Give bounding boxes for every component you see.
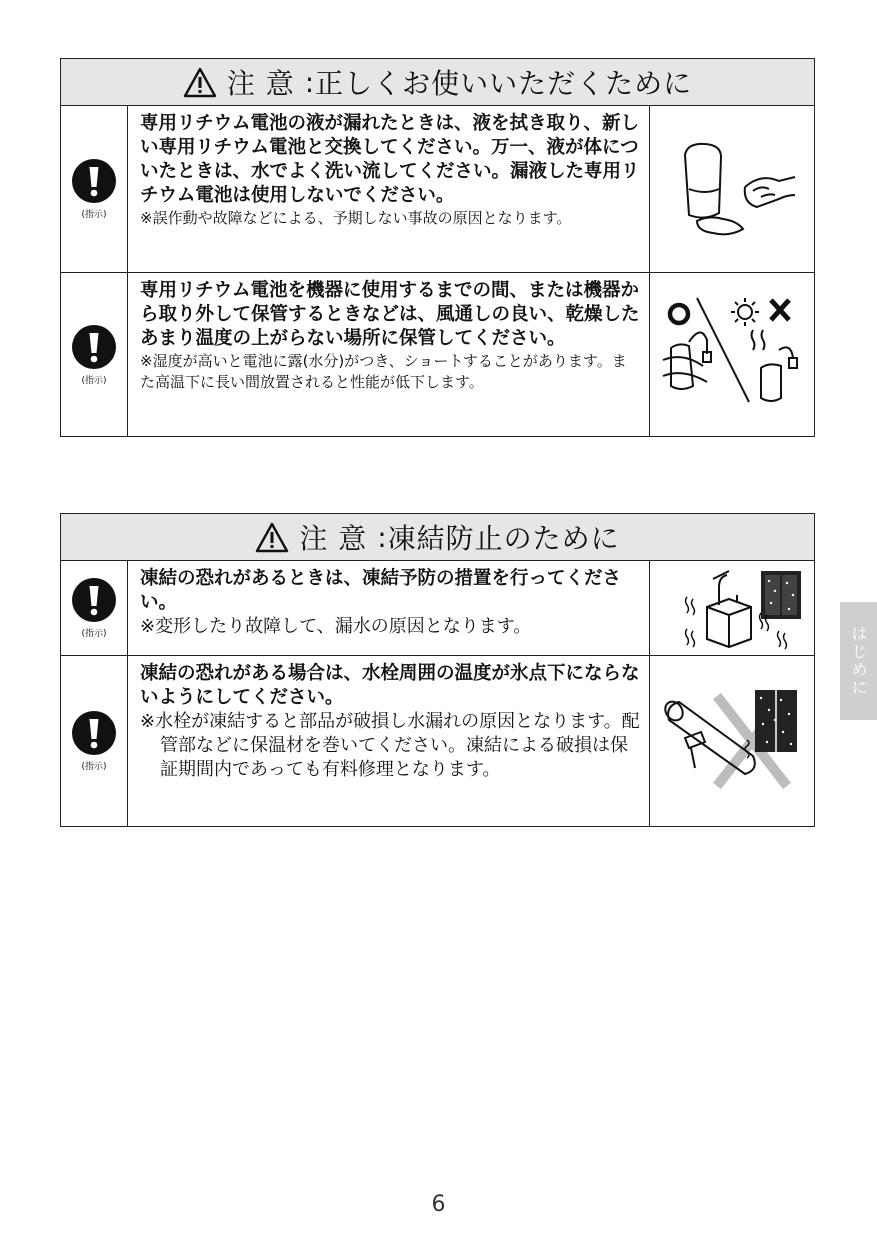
illustration-cell [650, 273, 814, 436]
instruction-cell [61, 561, 128, 655]
header-colon: : [304, 65, 316, 99]
illustration-cell [650, 561, 814, 655]
instruction-caption: (指示) [81, 629, 107, 639]
note-text: ※水栓が凍結すると部品が破損し水漏れの原因となります。配管部などに保温材を巻いてください。凍結による破損は保証期間内であっても有料修理となります。 [140, 711, 640, 780]
mandatory-instruction-icon [71, 324, 117, 370]
caution-label: 注 意 [299, 522, 368, 555]
row-text [128, 561, 650, 655]
instruction-caption: (指示) [81, 210, 107, 220]
instruction-cell [61, 106, 128, 272]
row-text [128, 656, 650, 826]
caution-row [61, 561, 814, 656]
side-tab-label: はじめに [849, 625, 868, 697]
row-text [128, 273, 650, 436]
battery-wipe-illustration [657, 129, 807, 249]
mandatory-instruction-icon [71, 710, 117, 756]
instruction-text: 凍結の恐れがある場合は、水栓周囲の温度が氷点下にならないようにしてください。 [140, 663, 640, 708]
caution-label: 注 意 [226, 67, 295, 100]
instruction-text: 専用リチウム電池を機器に使用するまでの間、または機器から取り外して保管するときなどは、風通しの良い、乾燥したあまり温度の上がらない場所に保管してください。 [140, 280, 640, 349]
row-text [128, 106, 650, 272]
caution-header [61, 59, 814, 106]
illustration-cell [650, 106, 814, 272]
instruction-cell [61, 656, 128, 826]
warning-triangle-icon [183, 67, 217, 98]
caution-row [61, 106, 814, 273]
caution-title: 正しくお使いいただくために [315, 67, 693, 100]
side-tab[interactable] [840, 602, 877, 720]
instruction-cell [61, 273, 128, 436]
mandatory-instruction-icon [71, 577, 117, 623]
freeze-precaution-illustration [657, 565, 807, 651]
note-text: ※変形したり故障して、漏水の原因となります。 [140, 616, 532, 637]
mandatory-instruction-icon [71, 158, 117, 204]
faucet-insulation-illustration [657, 676, 807, 806]
instruction-text: 専用リチウム電池の液が漏れたときは、液を拭き取り、新しい専用リチウム電池と交換してください。万一、液が体についたときは、水でよく洗い流してください。漏液した専用リチウム電池は使用しないでください。 [140, 113, 640, 206]
warning-triangle-icon [255, 522, 289, 553]
caution-header [61, 514, 814, 561]
header-colon: : [377, 520, 388, 554]
caution-row [61, 273, 814, 436]
illustration-cell [650, 656, 814, 826]
page-number: 6 [431, 1192, 446, 1217]
instruction-text: 凍結の恐れがあるときは、凍結予防の措置を行ってください。 [140, 568, 622, 613]
instruction-caption: (指示) [81, 375, 107, 386]
storage-ok-ng-illustration [657, 290, 807, 420]
caution-table-freeze-prevention [60, 513, 815, 827]
caution-row [61, 656, 814, 826]
instruction-caption: (指示) [81, 762, 107, 772]
caution-title: 凍結防止のために [387, 522, 620, 555]
caution-table-correct-use [60, 58, 815, 437]
note-text: ※湿度が高いと電池に露(水分)がつき、ショートすることがあります。また高温下に長い間放置されると性能が低下します。 [140, 352, 627, 391]
note-text: ※誤作動や故障などによる、予期しない事故の原因となります。 [140, 209, 572, 227]
